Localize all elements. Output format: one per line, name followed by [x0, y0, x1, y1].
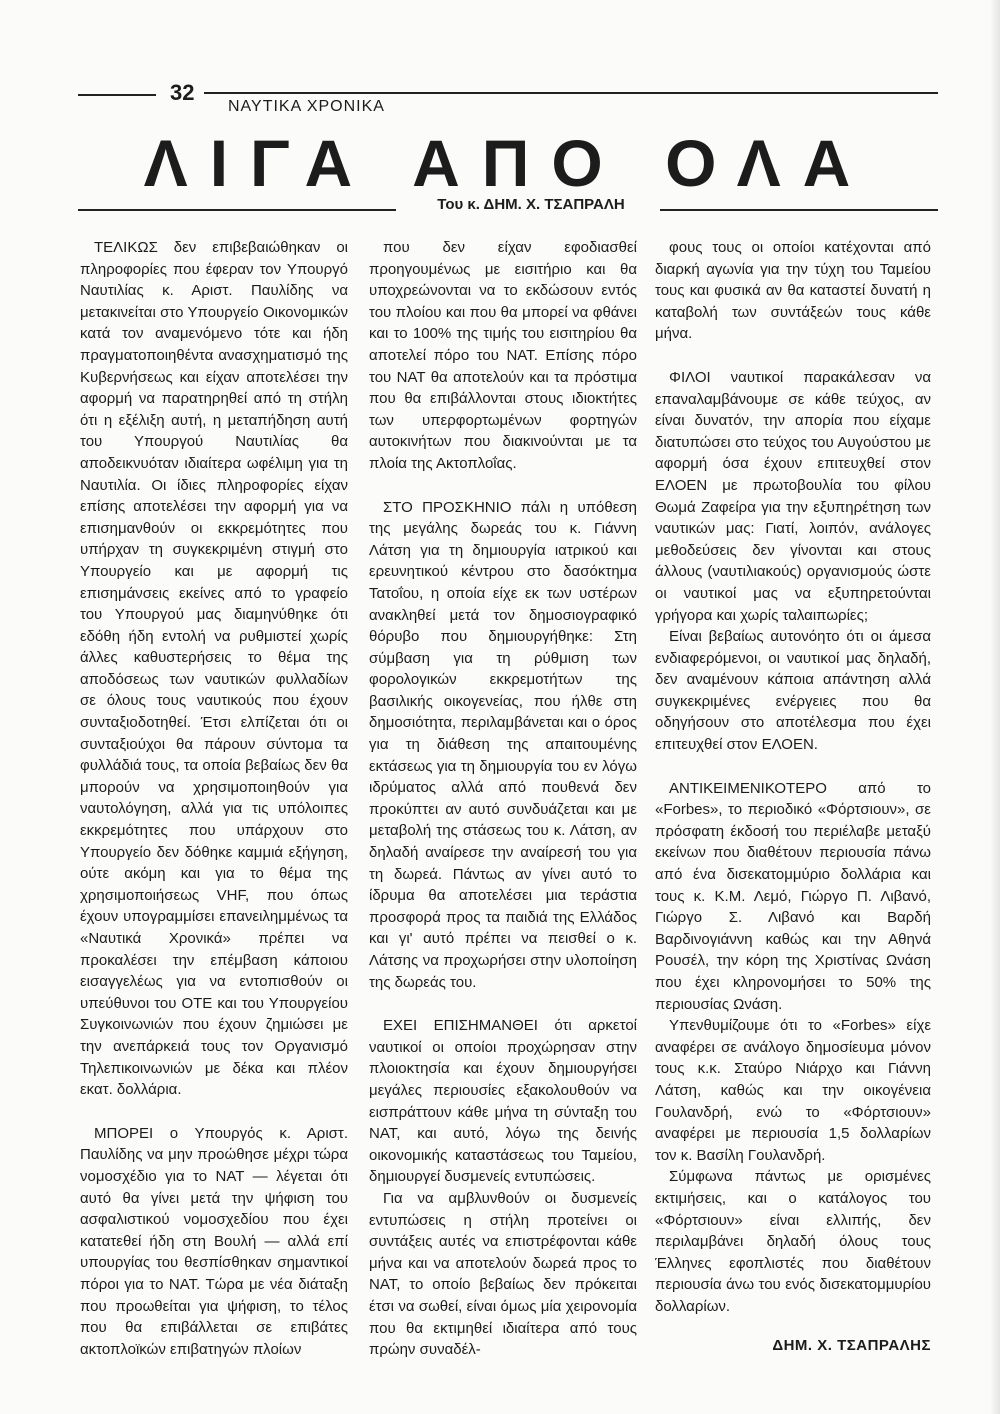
- page-number: 32: [170, 80, 195, 105]
- article-column-3: [655, 237, 931, 1318]
- article-column-2: [369, 237, 637, 1361]
- paragraph: ΤΕΛΙΚΩΣ δεν επιβεβαιώθηκαν οι πληροφορίες που έφεραν τον Υπουργό Ναυτιλίας κ. Αριστ. Παυλίδης να μετακινείται στο Υπουργείο Οικονομικών κατά τον αναμενόμενο τότε και ήδη πραγματοποιηθέντα ανασχηματισμό της Κυβερνήσεως και είχαν αποτελέσει την αφορμή να παρατηρηθεί από τη στήλη ότι η εξέλιξη αυτή, η μεταπήδηση αυτή του Υπουργού Ναυτιλίας θα αποδεικνυόταν ιδιαίτερα ωφέλιμη για τη Ναυτιλία. Οι ίδιες πληροφορίες είχαν επίσης αποτελέσει την αφορμή για να επισημανθούν οι εκκρεμότητες που υπήρχαν τη συγκεκριμένη στιγμή στο Υπουργείο και με αφορμή τις επισημάνσεις εκείνες από το γραφείο του Υπουργού μας διαμηνύθηκε ότι εδόθη ήδη εντολή να ρυθμιστεί χωρίς άλλες καθυστερήσεις το θέμα της αποδόσεως των ναυτικών φυλλαδίων σε όλους τους ναυτικούς που έχουν συνταξιοδοτηθεί. Έτσι ελπίζεται ότι οι συνταξιούχοι θα πάρουν σύντομα τα φυλλάδιά τους, τα οποία βεβαίως δεν θα μπορούν να χρησιμοποιηθούν για ναυτολόγηση, αλλά για τις υπόλοιπες εκκρεμότητες που υπάρχουν στο Υπουργείο δεν δόθηκε καμμιά εξήγηση, ούτε ακόμη και για το θέμα της χρησιμοποιήσεως VHF, που όπως έχουν υπογραμμίσει επανειλημμένως τα «Ναυτικά Χρονικά» πρέπει να προκαλέσει την επέμβαση κάποιου εισαγγελέως για να εντοπισθούν οι υπεύθυνοι του ΟΤΕ και του Υπουργείου Συγκοινωνιών που έχουν ζημιώσει με την ανεπάρκειά τους τον Οργανισμό Τηλεπικοινωνιών με δέκα και πλέον εκατ. δολλάρια.: [80, 239, 348, 1099]
- byline-rule-left: [78, 209, 396, 211]
- paragraph: ΣΤΟ ΠΡΟΣΚΗΝΙΟ πάλι η υπόθεση της μεγάλης δωρεάς του κ. Γιάννη Λάτση για τη δημιουργία ιατρικού και ερευνητικού κέντρου στο δασόκτημα Τατοΐου, η οποία είχε εκ των υστέρων ανακληθεί μετά τον δημοσιογραφικό θόρυβο που δημιουργήθηκε: Στη σύμβαση για τη ρύθμιση των φορολογικών εκκρεμοτήτων της βασιλικής οικογενείας, που ήλθε στη δημοσιότητα, περιλαμβάνεται και ο όρος για τη διάθεση της απαιτουμένης εκτάσεως για τη δημιουργία του εν λόγω ιδρύματος αλλά από πουθενά δεν προκύπτει αν αυτό συνδυάζεται και με μεταβολή της στάσεως του κ. Λάτση, αν δηλαδή αναίρεσε την αναίρεσή του για τη δωρεά. Πάντως αν γίνει αυτό το ίδρυμα θα αποτελέσει μια τεράστια προσφορά προς τα παιδιά της Ελλάδος και γι' αυτό πρέπει να πεισθεί ο κ. Λάτσης να προχωρήσει στην υλοποίηση της δωρεάς του.: [369, 498, 637, 991]
- article-title: ΛΙΓΑ ΑΠΟ ΟΛΑ: [143, 126, 873, 200]
- paragraph: φους τους οι οποίοι κατέχονται από διαρκή αγωνία για την τύχη του Ταμείου τους και φυσικά αν θα καταστεί δυνατή η καταβολή των συντάξεών τους κάθε μήνα.: [655, 239, 931, 343]
- byline: [408, 196, 654, 213]
- paragraph: Υπενθυμίζουμε ότι το «Forbes» είχε αναφέρει σε ανάλογο δημοσίευμα μόνον τους κ.κ. Σταύρο Νιάρχο και Γιάννη Λάτση, καθώς και την οικογένεια Γουλανδρή, ενώ το «Φόρτσιουν» αναφέρει με περιουσία 1,5 δολλαρίων τον κ. Βασίλη Γουλανδρή.: [655, 1017, 931, 1164]
- byline-row: [78, 193, 938, 223]
- paragraph: ΜΠΟΡΕΙ ο Υπουργός κ. Αριστ. Παυλίδης να μην προώθησε μέχρι τώρα νομοσχέδιο για το ΝΑΤ — λέγεται ότι αυτό θα γίνει μετά την ψήφιση του ασφαλιστικού νομοσχεδίου που έχει κατατεθεί ήδη στη Βουλή — αλλά επί υπουργίας του θεσπίσθηκαν σημαντικοί πόροι για το ΝΑΤ. Τώρα με νέα διάταξη που προωθείται για ψήφιση, το τέλος που θα επιβάλλεται σε επιβάτες ακτοπλοϊκών επιβατηγών πλοίων: [80, 1124, 348, 1358]
- header-rule-right: [204, 92, 938, 94]
- paragraph: Σύμφωνα πάντως με ορισμένες εκτιμήσεις, και ο κατάλογος του «Φόρτσιουν» είναι ελλιπής, δεν περιλαμβάνει δηλαδή όλους τους Έλληνες εφοπλιστές που διαθέτουν περιουσία άνω του ενός δισεκατομμυρίου δολλαρίων.: [655, 1168, 931, 1315]
- paragraph: που δεν είχαν εφοδιασθεί προηγουμένως με εισιτήριο και θα υποχρεώνονται να το εκδώσουν εντός του πλοίου και που θα μπορεί να φθάνει και το 100% της τιμής του εισιτηρίου θα αποτελεί πόρο του ΝΑΤ. Επίσης πόρο του ΝΑΤ θα αποτελούν και τα πρόστιμα που θα επιβάλλονται στους ιδιοκτήτες των υπερφορτωμένων φορτηγών αυτοκινήτων που διακινούνται με τα πλοία της Ακτοπλοΐας.: [369, 239, 637, 472]
- paragraph: ΦΙΛΟΙ ναυτικοί παρακάλεσαν να επαναλαμβάνουμε σε κάθε τεύχος, αν είναι δυνατόν, την απορία που είχαμε διατυπώσει στο τεύχος του Αυγούστου με αφορμή όσα έχουν επιτευχθεί στον ΕΛΟΕΝ με πρωτοβουλία του φίλου Θωμά Ζαφείρα για την εξυπηρέτηση των ναυτικών μας: Γιατί, λοιπόν, ανάλογες μεθοδεύσεις δεν γίνονται και στους άλλους (ναυτιλιακούς) οργανισμούς ώστε οι ναυτικοί μας να εξυπηρετούνται γρήγορα και χωρίς ταλαιπωρίες;: [655, 368, 931, 624]
- page-edge-shadow: [990, 0, 1000, 1414]
- article-column-1: [80, 237, 348, 1360]
- paragraph: ΑΝΤΙΚΕΙΜΕΝΙΚΟΤΕΡΟ από το «Forbes», το περιοδικό «Φόρτσιουν», σε πρόσφατη έκδοσή του περιέλαβε μεταξύ εκείνων που διαθέτουν περιουσία πάνω από ένα δισεκατομμύριο δολλάρια και τους κ. Κ.Μ. Λεμό, Γιώργο Π. Λιβανό, Γιώργο Σ. Λιβανό και Βαρδή Βαρδινογιάννη καθώς και την Αθηνά Ρουσέλ, την κόρη της Χριστίνας Ωνάση που έχει κληρονομήσει το 50% της περιουσίας Ωνάση.: [655, 779, 931, 1013]
- byline-prefix: Του κ.: [437, 196, 480, 213]
- author-signature: ΔΗΜ. Χ. ΤΣΑΠΡΑΛΗΣ: [772, 1337, 931, 1354]
- magazine-name: ΝΑΥΤΙΚΑ ΧΡΟΝΙΚΑ: [228, 98, 385, 115]
- paragraph: Για να αμβλυνθούν οι δυσμενείς εντυπώσεις η στήλη προτείνει οι συντάξεις αυτές να επιστρέφονται κάθε μήνα και να αποτελούν δωρεά προς το ΝΑΤ, το οποίο βεβαίως δεν πρόκειται έτσι να σωθεί, είναι όμως μία χειρονομία που θα εκτιμηθεί ιδιαίτερα από τους πρώην συναδέλ-: [369, 1189, 637, 1359]
- byline-rule-right: [660, 209, 938, 211]
- byline-author: ΔΗΜ. Χ. ΤΣΑΠΡΑΛΗ: [483, 196, 625, 213]
- paragraph: Είναι βεβαίως αυτονόητο ότι οι άμεσα ενδιαφερόμενοι, οι ναυτικοί μας δηλαδή, δεν αναμένουν κάποια απάντηση αλλά συγκεκριμένες ενέργειες που θα οδηγήσουν στο αποτέλεσμα που έχει επιτευχθεί στον ΕΛΟΕΝ.: [655, 628, 931, 754]
- header-rule-left: [78, 94, 156, 96]
- paragraph: ΕΧΕΙ ΕΠΙΣΗΜΑΝΘΕΙ ότι αρκετοί ναυτικοί οι οποίοι προχώρησαν στην πλοιοκτησία και έχουν δημιουργήσει μεγάλες περιουσίες εξακολουθούν να εισπράττουν κάθε μήνα τη σύνταξη του ΝΑΤ, και αυτό, λόγω της δεινής οικονομικής καταστάσεως του Ταμείου, δημιουργεί δυσμενείς εντυπώσεις.: [369, 1017, 637, 1186]
- page-header: [78, 80, 938, 120]
